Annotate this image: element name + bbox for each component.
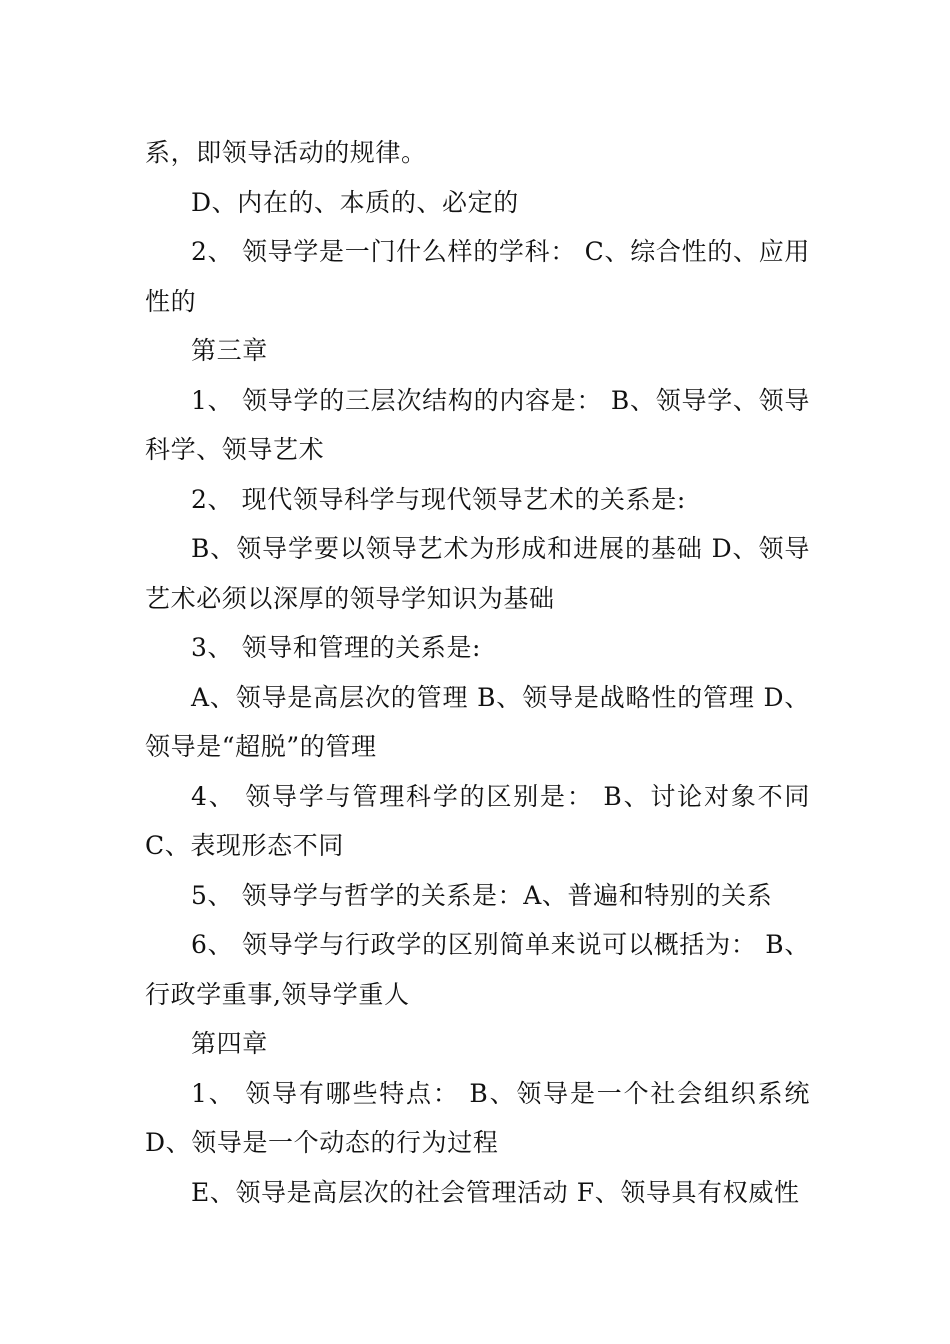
question-item: 1、 领导学的三层次结构的内容是： B、领导学、领导科学、领导艺术 bbox=[145, 385, 810, 464]
document-body bbox=[145, 128, 810, 1217]
question-item: 1、 领导有哪些特点： B、领导是一个社会组织系统 D、领导是一个动态的行为过程 bbox=[145, 1078, 810, 1157]
question-item: 2、 领导学是一门什么样的学科： C、综合性的、应用性的 bbox=[145, 237, 810, 316]
question-item: 2、 现代领导科学与现代领导艺术的关系是: bbox=[191, 484, 686, 514]
answer-line: E、领导是高层次的社会管理活动 F、领导具有权威性 bbox=[191, 1177, 800, 1207]
question-item: 3、 领导和管理的关系是: bbox=[191, 633, 482, 662]
question-item: 6、 领导学与行政学的区别简单来说可以概括为： B、行政学重事,领导学重人 bbox=[145, 930, 810, 1009]
answer-line: A、领导是高层次的管理 B、领导是战略性的管理 D、领导是“超脱”的管理 bbox=[145, 682, 810, 761]
chapter-heading: 第三章 bbox=[191, 336, 268, 365]
answer-line: B、领导学要以领导艺术为形成和进展的基础 D、领导艺术必须以深厚的领导学知识为基础 bbox=[145, 534, 810, 613]
answer-line: D、内在的、本质的、必定的 bbox=[191, 187, 519, 217]
question-item: 4、 领导学与管理科学的区别是： B、讨论对象不同 C、表现形态不同 bbox=[145, 781, 810, 860]
paragraph-continuation: 系，即领导活动的规律。 bbox=[145, 138, 427, 167]
question-item: 5、 领导学与哲学的关系是：A、普遍和特别的关系 bbox=[191, 880, 773, 910]
chapter-heading: 第四章 bbox=[191, 1029, 268, 1058]
